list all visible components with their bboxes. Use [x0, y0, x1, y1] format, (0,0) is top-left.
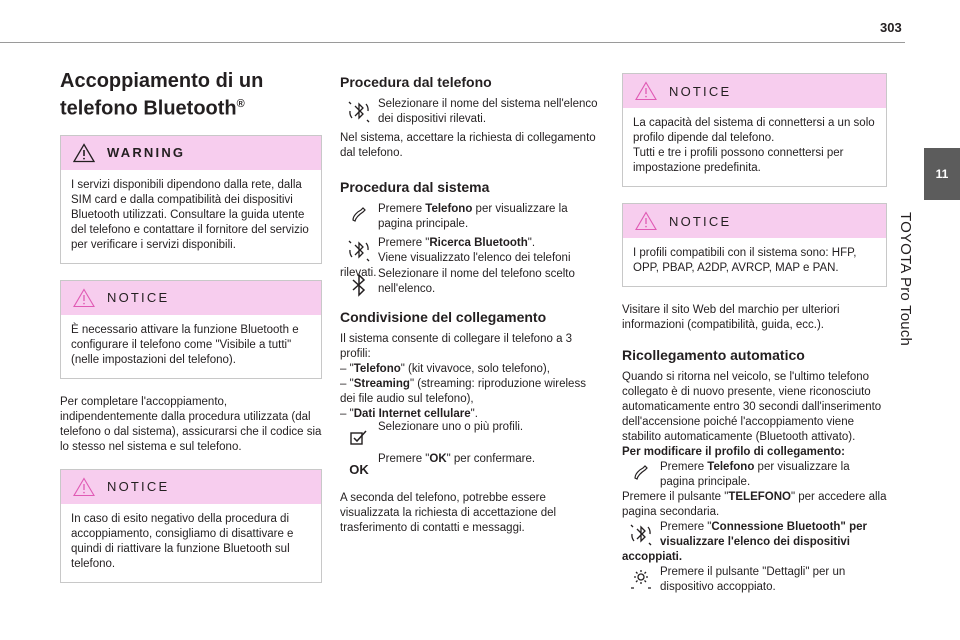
- notice-3-body: [623, 108, 886, 186]
- chapter-side-label: [896, 212, 916, 372]
- bluetooth-icon: [350, 273, 368, 297]
- step-text: Premere ": [660, 521, 712, 533]
- notice-box-3-header: [623, 74, 886, 108]
- profiles-intro: Il sistema consente di collegare il telefono a 3 profili:: [340, 333, 573, 360]
- reconnect-paragraph: Quando si ritorna nel veicolo, se l'ultimo telefono collegato è di nuovo presente, viene riconosciuto automaticamente entro 30 secondi dall'inserimento dell'accensione poiché l'accoppiamento viene stabilito automaticamente (Bluetooth attivato).: [622, 371, 882, 443]
- settings-gear-icon: [628, 566, 654, 592]
- pairing-paragraph: Per completare l'accoppiamento, indipendentemente dalla procedura utilizzata (dal telefono o dal sistema), assicurarsi che il codice sia lo stesso nel sistema e sul telefono.: [60, 395, 322, 453]
- section-sharing-title: Condivisione del collegamento: [340, 309, 547, 325]
- profile-item-streaming: [340, 377, 604, 407]
- chapter-side-label-text: TOYOTA Pro Touch: [897, 212, 914, 347]
- notice-triangle-icon: [73, 288, 95, 308]
- notice-triangle-icon: [73, 477, 95, 497]
- step-text: per visualizzare la pagina principale.: [660, 461, 850, 488]
- paired-text: [622, 550, 887, 565]
- step-text: per visualizzare la pagina principale.: [378, 203, 568, 230]
- paired-text-bold: accoppiati.: [622, 551, 683, 563]
- visit-website-paragraph: Visitare il sito Web del marchio per ulteriori informazioni (compatibilità, guida, ecc.).: [622, 304, 840, 331]
- step-select-phone: [340, 267, 604, 297]
- chapter-tab[interactable]: 11: [924, 148, 960, 200]
- step-text: Premere il pulsante ": [622, 491, 729, 503]
- step-bluetooth-connection: [622, 520, 887, 550]
- page-title: [60, 70, 322, 121]
- step-text: Premere ": [378, 237, 430, 249]
- phone-icon: [348, 203, 370, 225]
- phone-icon: [630, 461, 652, 483]
- step-bold-connessione: Connessione Bluetooth" per visualizzare l'elenco dei dispositivi: [660, 521, 867, 548]
- warning-text: I servizi disponibili dipendono dalla rete, dalla SIM card e dalla compatibilità dei dispositivi Bluetooth utilizzati. Consultare la guida utente del telefono e contattare il fornitore del servizio per verificare i servizi disponibili.: [71, 178, 309, 251]
- list-item: ".: [470, 408, 478, 420]
- registered-mark: ®: [236, 98, 245, 110]
- column-3: [622, 73, 887, 599]
- step-confirm-ok: [340, 452, 604, 477]
- modify-profile-title-text: Per modificare il profilo di collegamento:: [622, 446, 846, 458]
- step-select-profiles: [340, 420, 604, 446]
- notice-label: NOTICE: [669, 213, 732, 229]
- step-bold-ricerca: Ricerca Bluetooth: [429, 237, 528, 249]
- notice-box-2-header: [61, 470, 321, 504]
- list-item-bold: Dati Internet cellulare: [353, 408, 471, 420]
- section-system-procedure-title: Procedura dal sistema: [340, 179, 490, 195]
- press-telefono-button-text: [622, 490, 887, 520]
- notice-box-3: [622, 73, 887, 187]
- list-item: – ": [340, 378, 354, 390]
- profile-item-telefono: [340, 362, 604, 377]
- step-select-system: [340, 97, 604, 127]
- list-item: – ": [340, 408, 354, 420]
- warning-box-header: [61, 136, 321, 170]
- notice-3-line-1: La capacità del sistema di connettersi a un solo profilo dipende dal telefono.: [633, 117, 875, 144]
- step-bold-telefono-upper: TELEFONO: [728, 491, 791, 503]
- page-number: 303: [880, 20, 902, 35]
- column-2: [340, 74, 604, 550]
- notice-box-4: [622, 203, 887, 287]
- step-text: ".: [527, 237, 536, 249]
- notice-4-text: I profili compatibili con il sistema sono: HFP, OPP, PBAP, A2DP, AVRCP, MAP e PAN.: [633, 247, 857, 274]
- modify-profile-title: [622, 445, 887, 460]
- step-text: " per accedere alla pagina secondaria.: [622, 491, 887, 518]
- step-press-telefono: [340, 202, 604, 232]
- notice-box-1-header: [61, 281, 321, 315]
- checkbox-icon: [350, 430, 368, 446]
- step-bold-telefono: Telefono: [425, 203, 473, 215]
- notice-box-2: [60, 469, 322, 583]
- section-reconnect-title: Ricollegamento automatico: [622, 347, 805, 363]
- step-bold-telefono: Telefono: [707, 461, 755, 473]
- notice-label: NOTICE: [107, 290, 170, 306]
- step-bluetooth-search: [340, 236, 604, 266]
- step-details-text: Premere il pulsante "Dettagli" per un dispositivo accoppiato.: [660, 566, 846, 593]
- step-text: Premere: [378, 203, 426, 215]
- step-text: Premere ": [378, 453, 430, 465]
- notice-label: NOTICE: [107, 479, 170, 495]
- step-bold-ok: OK: [429, 453, 447, 465]
- transfer-paragraph: A seconda del telefono, potrebbe essere visualizzata la richiesta di accettazione del trasferimento di contatti e messaggi.: [340, 492, 557, 534]
- step-text: Premere: [660, 461, 708, 473]
- detected-text: rilevati.: [340, 267, 377, 279]
- notice-box-4-header: [623, 204, 886, 238]
- ok-icon: OK: [349, 462, 369, 477]
- notice-2-text: In caso di esito negativo della procedura di accoppiamento, consigliamo di disattivare e quindi di riattivare la funzione Bluetooth sul telefono.: [71, 512, 294, 570]
- list-item-bold: Streaming: [353, 378, 410, 390]
- notice-triangle-icon: [635, 211, 657, 231]
- bluetooth-search-icon: [346, 98, 372, 124]
- notice-1-text: È necessario attivare la funzione Bluetooth e configurare il telefono come "Visibile a tutti" (nelle impostazioni del telefono).: [71, 323, 299, 366]
- header-rule: [0, 42, 905, 43]
- column-1: [60, 70, 322, 599]
- warning-label: WARNING: [107, 145, 186, 161]
- step-press-telefono-2: [622, 460, 887, 490]
- notice-3-line-2: Tutti e tre i profili possono connettersi per impostazione predefinita.: [633, 147, 844, 174]
- bluetooth-search-icon: [346, 237, 372, 263]
- step-details-button: [622, 565, 887, 595]
- step-text: Viene visualizzato l'elenco dei telefoni: [378, 252, 571, 264]
- step-select-system-text: Selezionare il nome del sistema nell'elenco dei dispositivi rilevati.: [378, 98, 598, 125]
- list-item: – ": [340, 363, 354, 375]
- bluetooth-search-icon: [628, 521, 654, 547]
- notice-label: NOTICE: [669, 83, 732, 99]
- notice-box-1: [60, 280, 322, 379]
- step-select-profiles-text: Selezionare uno o più profili.: [378, 421, 524, 433]
- step-text: " per confermare.: [446, 453, 536, 465]
- step-select-phone-text: Selezionare il nome del telefono scelto nell'elenco.: [378, 268, 575, 295]
- notice-triangle-icon: [635, 81, 657, 101]
- page-title-text: Accoppiamento di un telefono Bluetooth: [60, 70, 264, 120]
- list-item-bold: Telefono: [353, 363, 401, 375]
- accept-request-text: Nel sistema, accettare la richiesta di collegamento dal telefono.: [340, 132, 596, 159]
- warning-triangle-icon: [73, 143, 95, 163]
- section-phone-procedure-title: Procedura dal telefono: [340, 74, 492, 90]
- list-item: " (kit vivavoce, solo telefono),: [400, 363, 550, 375]
- list-item: " (streaming: riproduzione wireless dei file audio sul telefono),: [340, 378, 586, 405]
- warning-box: [60, 135, 322, 264]
